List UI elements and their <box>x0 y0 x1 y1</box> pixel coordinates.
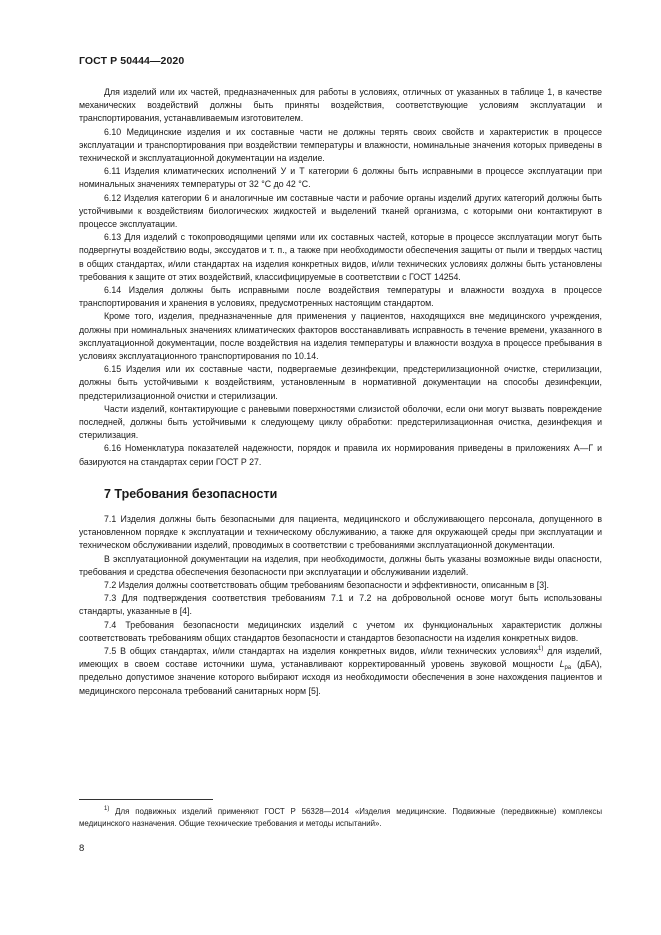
paragraph-7-2: 7.2 Изделия должны соответствовать общим требованиям безопасности и эффективности, описанным в [3]. <box>104 579 550 590</box>
paragraph-6-12: 6.12 Изделия категории 6 и аналогичные им составные части и рабочие органы изделий других категорий должны быть устойчивыми к воздействиям биологических жидкостей и выделений тканей организма, с которыми они контактируют в процессе эксплуатации. <box>79 192 602 230</box>
paragraph-7-1: 7.1 Изделия должны быть безопасными для пациента, медицинского и обслуживающего персонала, допущенного в установленном порядке к эксплуатации и техническому обслуживанию, а также для окружающей среды при эксплуатации и техническом обслуживании изделий, проводимых в соответствии с требованиями эксплуатационной документации. <box>79 513 602 551</box>
paragraph-6-15: 6.15 Изделия или их составные части, подвергаемые дезинфекции, предстерилизационной очистке, стерилизации, должны быть устойчивыми к воздействиям, установленным в нормативной документации на способы дезинфекции, предстерилизационной очистки и стерилизации. <box>79 364 602 401</box>
paragraph-7-5-part1: 7.5 В общих стандартах, и/или стандартах на изделия конкретных видов, и/или технических условиях <box>104 645 538 656</box>
paragraph-6-14: 6.14 Изделия должны быть исправными после воздействия температуры и влажности воздуха в процессе транспортирования и хранения в условиях, предусмотренных настоящим стандартом. <box>79 285 602 309</box>
footnote-text: Для подвижных изделий применяют ГОСТ Р 56328—2014 «Изделия медицинские. Подвижные (передвижные) комплексы медицинского назначения. Общие технические требования и методы испытаний». <box>79 807 602 828</box>
paragraph-7-5-part2: для изделий, имеющих в своем составе источники шума, устанавливают корректированный уровень звуковой мощности <box>79 645 602 670</box>
footnote-divider <box>79 799 213 800</box>
page-number: 8 <box>79 843 85 854</box>
sound-power-symbol: L <box>559 659 565 670</box>
paragraph-7-5-part3: (дБА), предельно допустимое значение которого выбирают исходя из необходимости обеспечения в зоне нахождения пациентов и медицинского персонала требований санитарных норм [5]. <box>79 659 602 696</box>
paragraph-6-14-cont: Кроме того, изделия, предназначенные для применения у пациентов, находящихся вне медицинского учреждения, должны при номинальных значениях климатических факторов восстанавливать исправность в течение времени, указанного в эксплуатационной документации, после воздействия на изделия температуры и влажности воздуха в процессе пребывания в условиях эксплуатационного транспортирования по 10.14. <box>79 311 602 362</box>
paragraph-6-9-cont: Для изделий или их частей, предназначенных для работы в условиях, отличных от указанных в таблице 1, в качестве механических воздействий должны быть приняты воздействия, соответствующие условиям эксплуатации и транспортирования, устанавливаемым изготовителем. <box>79 87 602 124</box>
footnote-reference[interactable]: 1) <box>537 645 544 652</box>
sound-power-subscript: pa <box>564 665 572 672</box>
paragraph-7-1-cont: В эксплуатационной документации на изделия, при необходимости, должны быть указаны возможные виды опасности, требования и средства обеспечения безопасности при эксплуатации и обслуживании изделий. <box>79 553 602 577</box>
footnote <box>79 806 602 829</box>
document-header: ГОСТ Р 50444—2020 <box>79 55 185 67</box>
paragraph-6-11: 6.11 Изделия климатических исполнений У и Т категории 6 должны быть исправными в процессе эксплуатации при номинальных значениях температуры от 32 °С до 42 °С. <box>79 166 602 190</box>
paragraph-6-16: 6.16 Номенклатура показателей надежности, порядок и правила их нормирования приведены в приложениях А—Г и базируются на стандартах серии ГОСТ Р 27. <box>79 443 602 467</box>
paragraph-7-4: 7.4 Требования безопасности медицинских изделий с учетом их функциональных характеристик должны соответствовать требованиям общих стандартов безопасности и стандартов безопасности на изделия конкретных видов. <box>79 619 602 643</box>
paragraph-7-3: 7.3 Для подтверждения соответствия требованиям 7.1 и 7.2 на добровольной основе могут быть использованы стандарты, указанные в [4]. <box>79 593 602 617</box>
document-body <box>79 86 602 698</box>
paragraph-7-5 <box>79 645 602 698</box>
paragraph-6-15-cont: Части изделий, контактирующие с раневыми поверхностями слизистой оболочки, если они могут вызвать повреждение последней, должны быть устойчивыми к следующему циклу обработки: предстерилизационная очистка, дезинфекция и стерилизация. <box>79 403 602 441</box>
footnote-mark: 1) <box>104 806 110 812</box>
paragraph-6-13: 6.13 Для изделий с токопроводящими цепями или их составных частей, которые в процессе эксплуатации могут быть подвергнуты воздействию воды, экссудатов и т. п., а также при необходимости обеспечения защиты от пыли и твердых частиц в общих стандартах, и/или стандартах на изделия конкретных видов, и/или технических условиях должны быть установлены требования к защите от этих воздействий, классифицируемые в соответствии с ГОСТ 14254. <box>79 232 602 282</box>
section-7-heading: 7 Требования безопасности <box>104 486 278 501</box>
paragraph-6-10: 6.10 Медицинские изделия и их составные части не должны терять своих свойств и характеристик в процессе эксплуатации и транспортирования при воздействии температуры и влажности, номинальные значения которых приведены в технической и эксплуатационной документации на изделие. <box>79 126 602 164</box>
